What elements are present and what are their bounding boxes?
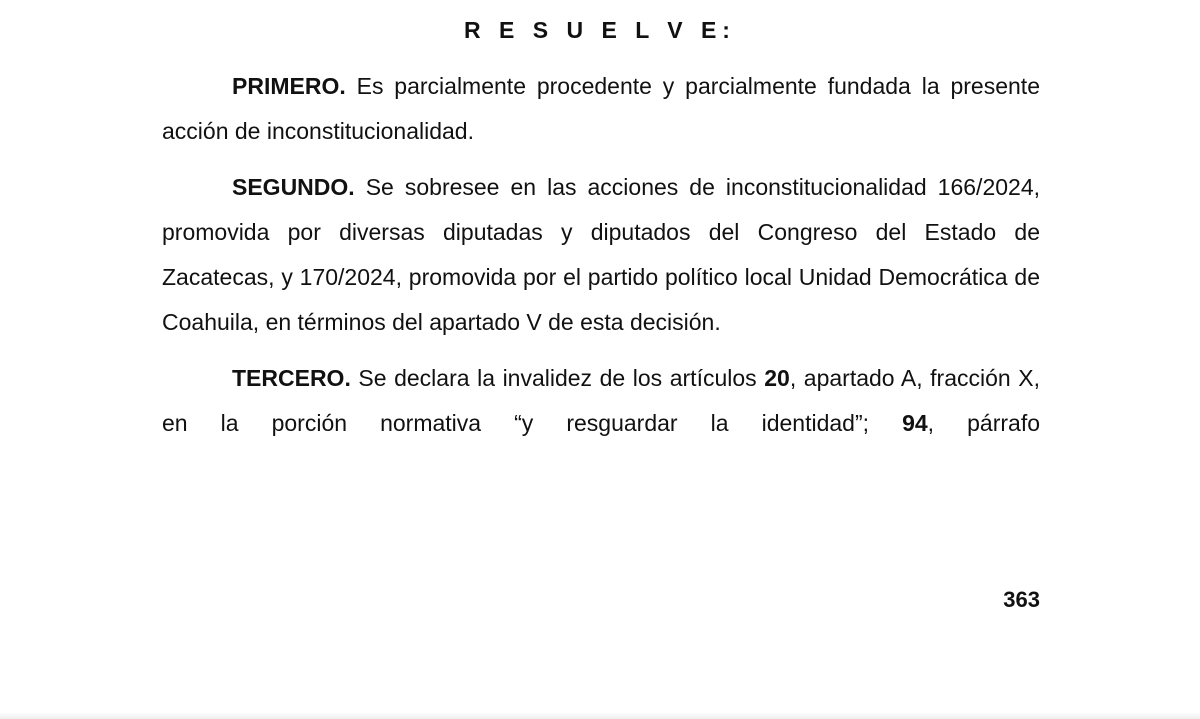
document-body bbox=[162, 64, 1040, 457]
paragraph-label-segundo: SEGUNDO. bbox=[232, 174, 355, 200]
page-bottom-edge bbox=[0, 712, 1200, 719]
paragraph-text-tercero-part-3: , párrafo bbox=[927, 410, 1040, 436]
paragraph-label-tercero: TERCERO. bbox=[232, 365, 351, 391]
paragraph-label-primero: PRIMERO. bbox=[232, 73, 346, 99]
page-number: 363 bbox=[1003, 587, 1040, 612]
paragraph-text-tercero-part-1: Se declara la invalidez de los artículos bbox=[350, 365, 765, 391]
article-number-20: 20 bbox=[764, 365, 790, 391]
paragraph-text-primero: Es parcialmente procedente y parcialmente fundada la presente acción de inconstitucionalidad. bbox=[162, 73, 1040, 144]
resolutive-heading: R E S U E L V E: bbox=[464, 17, 736, 43]
paragraph-text-segundo: Se sobresee en las acciones de inconstitucionalidad 166/2024, promovida por diversas diputadas y diputados del Congreso del Estado de Zacatecas, y 170/2024, promovida por el partido político local Unidad Democrática de Coahuila, en términos del apartado V de esta decisión. bbox=[162, 174, 1040, 335]
paragraph-segundo bbox=[162, 165, 1040, 345]
article-number-94: 94 bbox=[902, 410, 928, 436]
paragraph-primero bbox=[162, 64, 1040, 154]
paragraph-text-tercero-part-2: , apartado A, fracción X, en la porción normativa “y resguardar la identidad”; bbox=[162, 365, 1040, 436]
paragraph-tercero bbox=[162, 356, 1040, 446]
